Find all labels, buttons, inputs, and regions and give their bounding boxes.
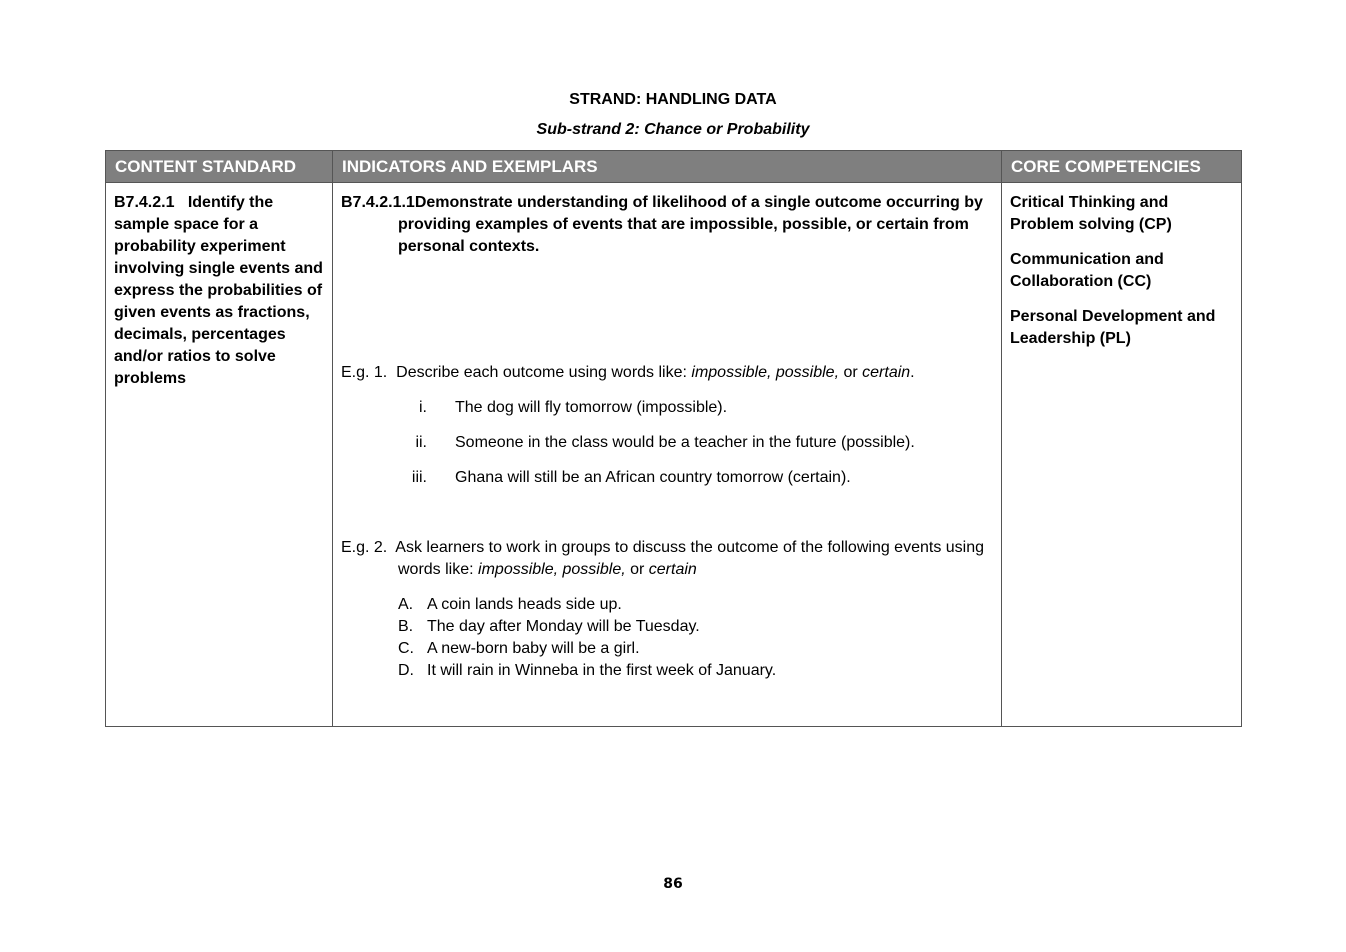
list-item-letter: D.	[398, 662, 414, 679]
indicators-cell	[333, 183, 1002, 727]
table-header-row	[106, 151, 1242, 183]
example-2-label: E.g. 2.	[341, 539, 388, 556]
list-item	[341, 432, 993, 454]
list-item-text: Someone in the class would be a teacher in the future (possible).	[455, 434, 915, 451]
example-1-italic-last: certain	[862, 364, 911, 381]
example-1-or: or	[839, 364, 863, 381]
strand-title: STRAND: HANDLING DATA	[569, 91, 777, 108]
list-item	[341, 594, 993, 616]
column-header-competencies: CORE COMPETENCIES	[1002, 151, 1242, 183]
example-1-list	[341, 397, 993, 489]
list-item	[341, 397, 993, 419]
example-2-text: Ask learners to work in groups to discuss the outcome of the following events using words like:	[395, 539, 985, 578]
list-item-number: i.	[419, 399, 427, 416]
competency-item: Communication and Collaboration (CC)	[1010, 251, 1164, 290]
list-item-number: iii.	[411, 469, 427, 486]
content-standard-code: B7.4.2.1	[114, 194, 175, 211]
list-item-letter: C.	[398, 640, 414, 657]
example-2-list	[341, 594, 993, 682]
example-1-end: .	[910, 364, 915, 381]
indicator-description: Demonstrate understanding of likelihood of a single outcome occurring by providing examples of events that are impossible, possible, or certain from personal contexts.	[398, 194, 983, 255]
curriculum-table	[105, 150, 1242, 727]
list-item	[341, 660, 993, 682]
page-number: 86	[663, 876, 683, 892]
column-header-indicators: INDICATORS AND EXEMPLARS	[333, 151, 1002, 183]
list-item-text: The day after Monday will be Tuesday.	[427, 618, 700, 635]
example-1-text: Describe each outcome using words like:	[396, 364, 692, 381]
list-item-text: A new-born baby will be a girl.	[427, 640, 640, 657]
list-item-text: A coin lands heads side up.	[427, 596, 622, 613]
column-header-content-standard: CONTENT STANDARD	[106, 151, 333, 183]
example-2-italic-last: certain	[648, 561, 697, 578]
content-standard-text	[114, 192, 324, 390]
table-row	[106, 183, 1242, 727]
indicator-code: B7.4.2.1.1	[341, 194, 415, 211]
list-item-letter: B.	[398, 618, 414, 635]
list-item-number: ii.	[415, 434, 427, 451]
indicator-text	[341, 192, 993, 258]
list-item-text: It will rain in Winneba in the first week of January.	[427, 662, 777, 679]
example-1-label: E.g. 1.	[341, 364, 388, 381]
list-item-letter: A.	[398, 596, 414, 613]
substrand-title: Sub-strand 2: Chance or Probability	[536, 121, 810, 138]
list-item-text: Ghana will still be an African country tomorrow (certain).	[455, 469, 851, 486]
list-item	[341, 616, 993, 638]
content-standard-cell	[106, 183, 333, 727]
list-item-text: The dog will fly tomorrow (impossible).	[455, 399, 728, 416]
content-standard-description: Identify the sample space for a probability experiment involving single events and express the probabilities of given events as fractions, decimals, percentages and/or ratios to solve problems	[114, 194, 323, 387]
example-2-or: or	[625, 561, 649, 578]
example-1	[341, 362, 993, 384]
example-2	[341, 537, 993, 581]
competency-item: Personal Development and Leadership (PL)	[1010, 308, 1216, 347]
list-item	[341, 467, 993, 489]
example-1-italic: impossible, possible,	[691, 364, 840, 381]
example-2-italic: impossible, possible,	[478, 561, 626, 578]
list-item	[341, 638, 993, 660]
competency-item: Critical Thinking and Problem solving (CP)	[1010, 194, 1172, 233]
competencies-cell	[1002, 183, 1242, 727]
